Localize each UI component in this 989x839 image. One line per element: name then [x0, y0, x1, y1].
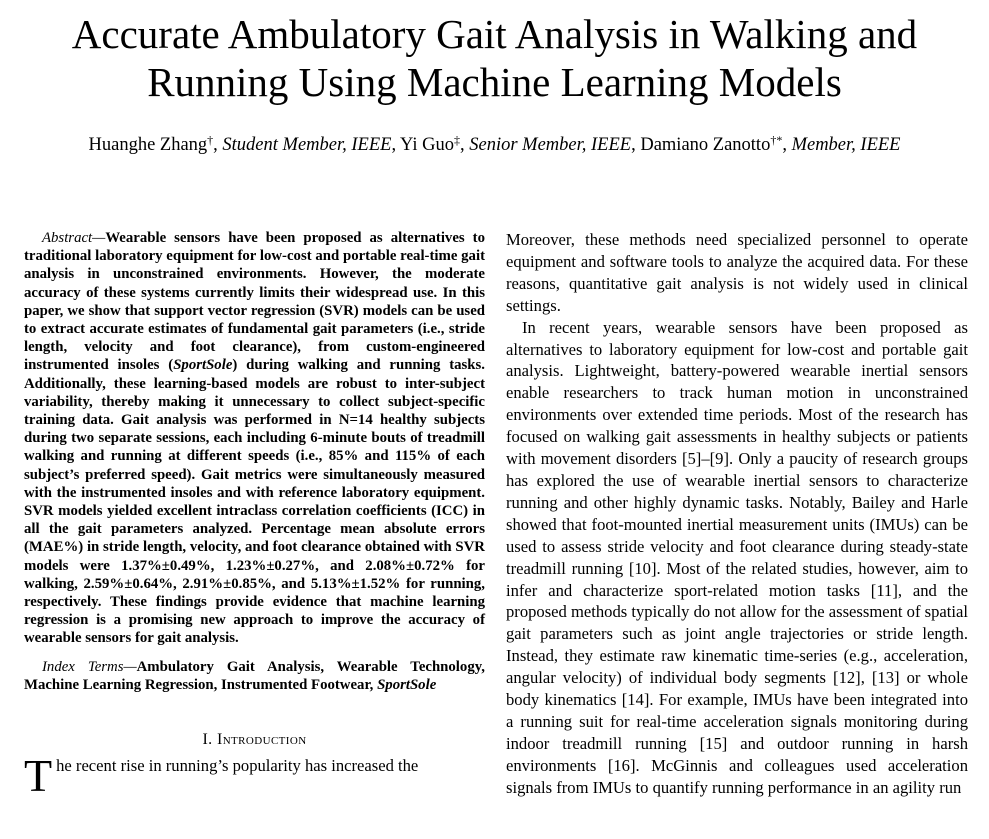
section-numeral: I.: [202, 731, 213, 749]
author-membership: Student Member, IEEE: [222, 135, 392, 155]
author-line: Huanghe Zhang†, Student Member, IEEE, Yi Guo‡, Senior Member, IEEE, Damiano Zanotto†*, Member, IEEE: [88, 133, 901, 155]
author-name: Huanghe Zhang: [88, 135, 208, 155]
index-terms: [24, 658, 485, 694]
author-name: Damiano Zanotto: [640, 135, 771, 155]
intro-text: he recent rise in running’s popularity has increased the: [56, 756, 419, 776]
author-name: Yi Guo: [400, 135, 454, 155]
right-column: [506, 229, 968, 799]
abstract-label: Abstract—: [42, 230, 106, 246]
body-paragraph-1: Moreover, these methods need specialized personnel to operate equipment and software tools to analyze the acquired data. For these reasons, quantitative gait analysis is not widely used in clinical settings.: [506, 230, 968, 315]
author-membership: Senior Member, IEEE: [469, 135, 632, 155]
paper-title: Accurate Ambulatory Gait Analysis in Walking and Running Using Machine Learning Models: [71, 11, 918, 105]
drop-cap: T: [24, 750, 53, 802]
section-heading: [24, 731, 485, 749]
index-terms-label: Index Terms—: [42, 658, 137, 675]
affiliation-mark: ‡: [454, 133, 460, 147]
intro-paragraph: [24, 750, 485, 802]
affiliation-mark: †: [207, 133, 214, 147]
sportsole-term: SportSole: [173, 357, 233, 374]
left-column: [24, 229, 486, 802]
index-terms-last: SportSole: [377, 676, 437, 693]
abstract: [24, 229, 485, 648]
abstract-text-part-1: Wearable sensors have been proposed as alternatives to traditional laboratory equipment for low-cost and portable real-time gait analysis in unconstrained environments. However, the moderate accuracy of these systems currently limits their widespread use. In this paper, we show that support vector regression (SVR) models can be used to extract accurate estimates of fundamental gait parameters (i.e., stride length, velocity and foot clearance), from custom-engineered instrumented insoles (: [24, 230, 485, 374]
index-terms-list: Ambulatory Gait Analysis, Wearable Technology, Machine Learning Regression, Instrumented Footwear,: [24, 658, 486, 693]
affiliation-mark: †*: [770, 133, 783, 147]
section-title: Introduction: [216, 731, 307, 749]
abstract-text-part-2: ) during walking and running tasks. Additionally, these learning-based models are robust to inter-subject variability, thereby making it unnecessary to collect subject-specific training data. Gait analysis was performed in N=14 healthy subjects during two separate sessions, each including 6-minute bouts of treadmill walking and running at different speeds (i.e., 85% and 115% of each subject’s preferred speed). Gait metrics were simultaneously measured with the instrumented insoles and with reference laboratory equipment. SVR models yielded excellent intraclass correlation coefficients (ICC) in all the gait parameters analyzed. Percentage mean absolute errors (MAE%) in stride length, velocity, and foot clearance obtained with SVR models were 1.37%±0.49%, 1.23%±0.27%, and 2.08%±0.72% for walking, 2.59%±0.64%, 2.91%±0.85%, and 5.13%±1.52% for running, respectively. These findings provide evidence that machine learning regression is a promising new approach to improve the accuracy of wearable sensors for gait analysis.: [24, 357, 485, 647]
body-paragraph-2: In recent years, wearable sensors have been proposed as alternatives to laboratory equipment for low-cost and portable gait analysis. Lightweight, battery-powered wearable inertial sensors enable researchers to track human motion in unconstrained environments over extended time periods. Most of the research has focused on walking gait assessments in healthy subjects or patients with movement disorders [5]–[9]. Only a paucity of research groups has explored the use of wearable inertial sensors to characterize running and other highly dynamic tasks. Notably, Bailey and Harle showed that foot-mounted inertial measurement units (IMUs) can be used to assess stride velocity and foot clearance during steady-state treadmill running [10]. Most of the related studies, however, aim to infer and characterize sport-related motion tasks [11], and the proposed methods typically do not allow for the assessment of spatial gait parameters such as joint angle trajectories or stride length. Instead, they estimate raw kinematic time-series (e.g., acceleration, angular velocity) of individual body segments [12], [13] or whole body kinematics [14]. For example, IMUs have been integrated into a running suit for real-time acceleration signals monitoring during indoor treadmill running [15] and outdoor running in harsh environments [16]. McGinnis and colleagues used acceleration signals from IMUs to quantify running performance in an agility run: [506, 317, 968, 797]
author-membership: Member, IEEE: [791, 135, 901, 155]
